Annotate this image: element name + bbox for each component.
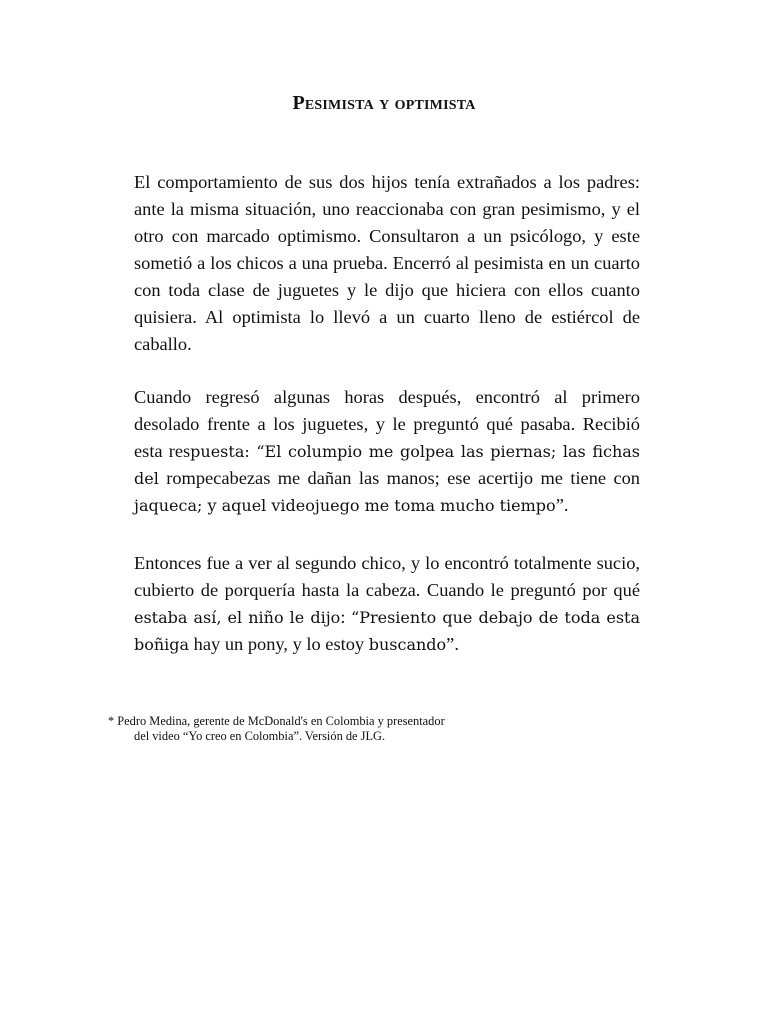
- footnote-line-1: * Pedro Medina, gerente de McDonald's en Colombia y presentador: [108, 714, 445, 728]
- paragraph-3-quote: “Presiento que debajo de toda esta boñiga: [134, 608, 640, 654]
- paragraph-2-part-a: Cuando regresó algunas horas después, encontró al primero desolado frente a los juguetes, y le preguntó qué pasaba. Recibió esta res: [134, 387, 640, 461]
- paragraph-3: [134, 550, 640, 658]
- paragraph-2-part-f: ”.: [555, 495, 569, 515]
- paragraph-3-part-b: estaba así, el niño le dijo: [134, 608, 341, 627]
- paragraph-2-quote-1: “El columpio me golpea las piernas; las fichas del: [134, 442, 641, 488]
- footnote-line-2: del video “Yo creo en Colombia”. Versión de JLG.: [134, 729, 386, 743]
- document-title: Pesimista y optimista: [292, 92, 476, 114]
- paragraph-3-part-a: Entonces fue a ver al segundo chico, y lo encontró totalmente sucio, cubierto de porquería hasta la cabeza. Cuando le preguntó por qué: [134, 553, 640, 600]
- paragraph-2-quote-2: jaqueca; y aquel videojuego me toma mucho tiempo: [134, 496, 556, 515]
- paragraph-3-part-g: ”.: [446, 634, 459, 654]
- paragraph-2: [134, 384, 640, 519]
- paragraph-1: El comportamiento de sus dos hijos tenía extrañados a los padres: ante la misma situación, uno reaccionaba con gran pesimismo, y el otro con marcado optimismo. Consultaron a un psicólogo, y este sometió a los chicos a una prueba. Encerró al pesimista en un cuarto con toda clase de juguetes y le dijo que hiciera con ellos cuanto quisiera. Al optimista lo llevó a un cuarto lleno de estiércol de caballo.: [134, 172, 640, 354]
- paragraph-2-part-b: puesta:: [190, 442, 257, 461]
- paragraph-2-part-d: rompecabezas me dañan las manos; ese acertijo me tiene con: [158, 468, 640, 488]
- paragraph-3-part-e: hay un pony, y lo estoy: [189, 634, 369, 654]
- paragraph-3-part-c: :: [340, 607, 352, 627]
- paragraph-3-part-f: buscando: [368, 635, 447, 654]
- footnote: [108, 714, 508, 744]
